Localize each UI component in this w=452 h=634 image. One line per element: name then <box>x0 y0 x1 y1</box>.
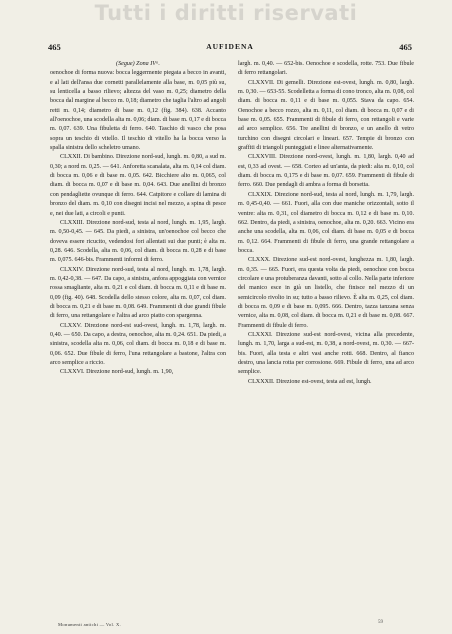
left-column-paragraph: CLXXII. Di bambino. Direzione nord-sud, lungh. m. 0,80, a sud m. 0,30; a nord m. 0,25. — 641. Anforetta scanalata, alta m. 0,14 col diam. di bocca m. 0,06 e di base m. 0,05. 642. Bicchiere alto m. 0,065, col diam. di bocca m. 0,07 e di base m. 0,04. 643. Due anellini di bronzo con pendagliette ovunque di ferro. 644. Catpitore e collare di lamina di bronzo del diam. m. 0,10 con disegni incisi nel mezzo, a spina di pesce e, nei due lati, a circoli e punti. <box>50 154 226 217</box>
page-number-left: 465 <box>48 42 61 52</box>
right-column-paragraph: CLXXVII. Di gemelli. Direzione est-ovest, lungh. m. 0,80, largh. m. 0,30. — 653-55. Scodelletta a forma di cono tronco, alta m. 0,08, col diam. di bocca m. 0,11 e di base m. 0,055. Stava da capo. 654. Oenochoe a becco rozzo, alta m. 0,11, col diam. di bocca m. 0,07 e di base m. 0,05. 655. Frammenti di fibule di ferro, con rettangoli e varie ad arco semplice. 656. Tre anellini di bronzo, e un anello di vetro turchino con disegni circolari e lineari. 657. Tempie di bronzo con graffiti di triangoli punteggiati e linee alternativamente. <box>238 79 414 152</box>
running-header <box>48 42 412 56</box>
right-column-paragraph: largh. m. 0,40. — 652-bis. Oenochoe e scodella, rotte. 753. Due fibule di ferro rettangolari. <box>238 61 414 77</box>
left-column-paragraph: CLXXIII. Direzione nord-sud, testa al nord, lungh. m. 1,95, largh. m. 0,50-0,45. — 645. Da piedi, a sinistra, un'oenochoe col becco che doveva essere ricucito, vedendosi fori allentati sui due punti; è alta m. 0,28. 646. Scodella, alta m. 0,06, col diam. di bocca m. 0,28 e di base m. 0,075. 646-bis. Frammenti informi di ferro. <box>50 219 226 264</box>
left-column-paragraph: CLXXVI. Direzione nord-sud, lungh. m. 1,90, <box>60 369 174 376</box>
page-title: AUFIDENA <box>206 42 254 51</box>
signature-mark: 59 <box>378 620 383 625</box>
watermark: Tutti i diritti riservati <box>94 1 358 25</box>
footer-note: Monumenti antichi — Vol. X. <box>58 622 122 627</box>
right-column-paragraph: CLXXIX. Direzione nord-sud, testa al nord, lungh. m. 1,79, largh. m. 0,45-0,40. — 661. Fuori, alla con due maniche orizzontali, sotto il ventre: alta m. 0,31, col diametro di bocca m. 0,12 e di base m. 0,10. 662. Dentro, da piedi, a sinistra, oenochoe, alta m. 0,20. 663. Vicino era anche una scodella, alta m. 0,06, col diam. di base m. 0,05 e di bocca m. 0,12. 664. Frammenti di fibule di ferro, una grande rettangolare a bocca. <box>238 191 414 254</box>
left-column <box>50 60 226 378</box>
right-column <box>238 60 414 387</box>
right-column-paragraph: CLXXX. Direzione sud-est nord-ovest, lunghezza m. 1,80, largh. m. 0,35. — 665. Fuori, era questa volta da piedi, oenochoe con bocca circolare e una protuberanza davanti, sotto al collo. Nella parte inferiore del manico esce in già un listello, che finisce nel mezzo di un semicircolo rivolto in su; tutto a basso rilievo. È alta m. 0,25, col diam. di bocca m. 0,09 e di base m. 0,095. 666. Dentro, tazza tanzana senza vernice, alta m. 0,08, col diam. di bocca m. 0,21 e di base m. 0,08. 667. Frammenti di fibule di ferro. <box>238 257 414 329</box>
page-number-right: 465 <box>399 42 412 52</box>
right-column-paragraph: CLXXXI. Direzione sud-est nord-ovest, vicina alla precedente, lungh. m. 1,70, larga a sud-est, m. 0,38, a nord-ovest, m. 0,30. — 667-bis. Fuori, alla testa e altri vasi anche rotti. 668. Dentro, al fianco destro, una lancia rotta per corrosione. 669. Fibule di ferro, una ad arco semplice. <box>238 331 414 376</box>
left-column-paragraph: CLXXIV. Direzione nord-sud, testa al nord, lungh. m. 1,78, largh. m. 0,42-0,38. — 647. Da capo, a sinistra, anfora appoggiata con vernice rossa smagliante, alta m. 0,21 e col diam. di bocca m. 0,11 e di base m. 0,09 (fig. 40). 648. Scodella dello stesso colore, alta m. 0,07, col diam. di bocca m. 0,21 e di base m. 0,08. 649. Frammenti di due grandi fibule di ferro, una rettangolare e l'altra ad arco piatto con spargenna. <box>50 266 226 320</box>
left-column-paragraph: CLXXV. Direzione nord-est sud-ovest, lungh. m. 1,78, largh. m. 0,40. — 650. Da capo, a destra, oenochoe, alta m. 0,24. 651. Da piedi, a sinistra, scodella alta m. 0,06, col diam. di bocca m. 0,18 e di base m. 0,06. 652. Due fibule di ferro, l'una rettangolare a bastone, l'altra con arco semplice a riccio. <box>50 322 226 366</box>
right-column-paragraph: CLXXVIII. Direzione nord-ovest, lungh. m. 1,80, largh. 0,40 ad est, 0,33 ad ovest. — 658. Corteo ad un'anta, da piedi: alta m. 0,10, col diam. di bocca m. 0,175 e di base m. 0,07. 659. Frammenti di fibule di ferro. 660. Due pendagli di ambra a forma di borsetta. <box>238 154 414 189</box>
left-column-paragraph: oenochoe di forma nuova: bocca leggermente piegata a becco in avanti, e al lati dell'ansa due cornetti parallelamente alla base, m. 0,05 più su, su lenticella a basso rilievo; altezza del vaso m. 0,25; diametro della bocca dal margine al becco m. 0,18; diametro che taglia l'altro ad angoli retti m. 0,14; diametro di base m. 0,12 (fig. 384). 638. Accanto all'oenochoe, una scodella alta m. 0,06; diam. di base m. 0,17 e di bocca m. 0,07. 639. Una fibuletta di ferro. 640. Taschio di vasco che posa sopra un teschio di vitello. Il teschio di vitello ha la bocca verso la spalla sinistra dello scheletro umano. <box>50 70 226 152</box>
left-column-paragraph: (Segue) Zona IVᵃ. <box>116 61 160 67</box>
right-column-paragraph: CLXXXII. Direzione est-ovest, testa ad est, lungh. <box>248 378 372 385</box>
